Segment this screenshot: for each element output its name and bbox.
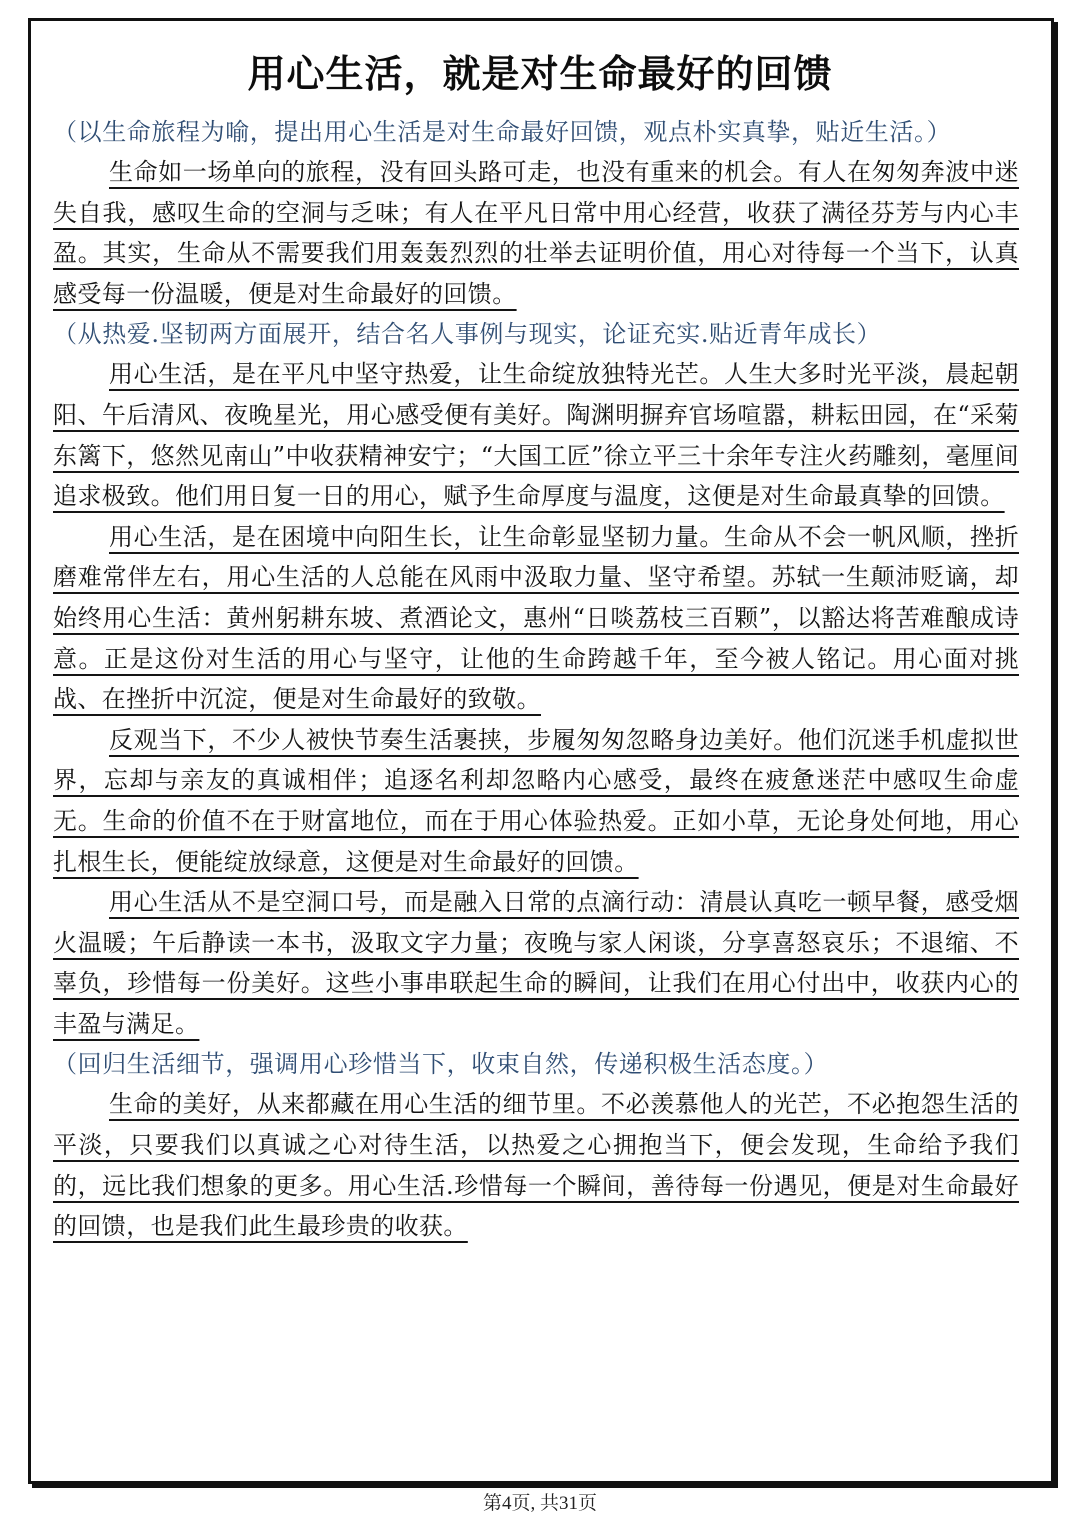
essay-paragraph bbox=[53, 152, 1019, 314]
paragraph-text: 生命如一场单向的旅程，没有回头路可走，也没有重来的机会。有人在匆匆奔波中迷失自我，感叹生命的空洞与乏味；有人在平凡日常中用心经营，收获了满径芬芳与内心丰盈。其实，生命从不需要我们用轰轰烈烈的壮举去证明价值，用心对待每一个当下，认真感受每一份温暖，便是对生命最好的回馈。 bbox=[53, 158, 1019, 308]
teacher-comment: （回归生活细节，强调用心珍惜当下，收束自然，传递积极生活态度。） bbox=[53, 1050, 829, 1079]
page-number: 第4页, 共31页 bbox=[482, 1493, 597, 1514]
paragraph-text: 用心生活从不是空洞口号，而是融入日常的点滴行动：清晨认真吃一顿早餐，感受烟火温暖；午后静读一本书，汲取文字力量；夜晚与家人闲谈，分享喜怒哀乐；不退缩、不辜负，珍惜每一份美好。这些小事串联起生命的瞬间，让我们在用心付出中，收获内心的丰盈与满足。 bbox=[53, 888, 1019, 1038]
essay-title: 用心生活，就是对生命最好的回馈 bbox=[247, 52, 833, 96]
paragraph-text: 反观当下，不少人被快节奏生活裹挟，步履匆匆忽略身边美好。他们沉迷手机虚拟世界，忘却与亲友的真诚相伴；追逐名利却忽略内心感受，最终在疲惫迷茫中感叹生命虚无。生命的价值不在于财富地位，而在于用心体验热爱。正如小草，无论身处何地，用心扎根生长，便能绽放绿意，这便是对生命最好的回馈。 bbox=[53, 725, 1019, 876]
essay-paragraph bbox=[53, 882, 1019, 1044]
teacher-comment: （以生命旅程为喻，提出用心生活是对生命最好回馈，观点朴实真挚，贴近生活。） bbox=[53, 118, 952, 146]
essay-body bbox=[53, 112, 1019, 1247]
essay-paragraph bbox=[53, 354, 1019, 516]
essay-paragraph bbox=[53, 1084, 1019, 1246]
teacher-comment: （从热爱.坚韧两方面展开，结合名人事例与现实，论证充实.贴近青年成长） bbox=[53, 320, 882, 349]
paragraph-text: 用心生活，是在困境中向阳生长，让生命彰显坚韧力量。生命从不会一帆风顺，挫折磨难常伴左右，用心生活的人总能在风雨中汲取力量、坚守希望。苏轼一生颠沛贬谪，却始终用心生活：黄州躬耕东坡、煮酒论文，惠州“日啖荔枝三百颗”，以豁达将苦难酿成诗意。正是这份对生活的用心与坚守，让他的生命跨越千年，至今被人铭记。用心面对挑战、在挫折中沉淀，便是对生命最好的致敬。 bbox=[53, 522, 1019, 714]
essay-paragraph bbox=[53, 517, 1019, 720]
paragraph-text: 用心生活，是在平凡中坚守热爱，让生命绽放独特光芒。人生大多时光平淡，晨起朝阳、午后清风、夜晚星光，用心感受便有美好。陶渊明摒弃官场喧嚣，耕耘田园，在“采菊东篱下，悠然见南山”中收获精神安宁；“大国工匠”徐立平三十余年专注火药雕刻，毫厘间追求极致。他们用日复一日的用心，赋予生命厚度与温度，这便是对生命最真挚的回馈。 bbox=[53, 360, 1019, 511]
paragraph-text: 生命的美好，从来都藏在用心生活的细节里。不必羡慕他人的光芒，不必抱怨生活的平淡，只要我们以真诚之心对待生活，以热爱之心拥抱当下，便会发现，生命给予我们的，远比我们想象的更多。用心生活.珍惜每一个瞬间，善待每一份遇见，便是对生命最好的回馈，也是我们此生最珍贵的收获。 bbox=[53, 1090, 1019, 1241]
essay-paragraph bbox=[53, 720, 1019, 882]
